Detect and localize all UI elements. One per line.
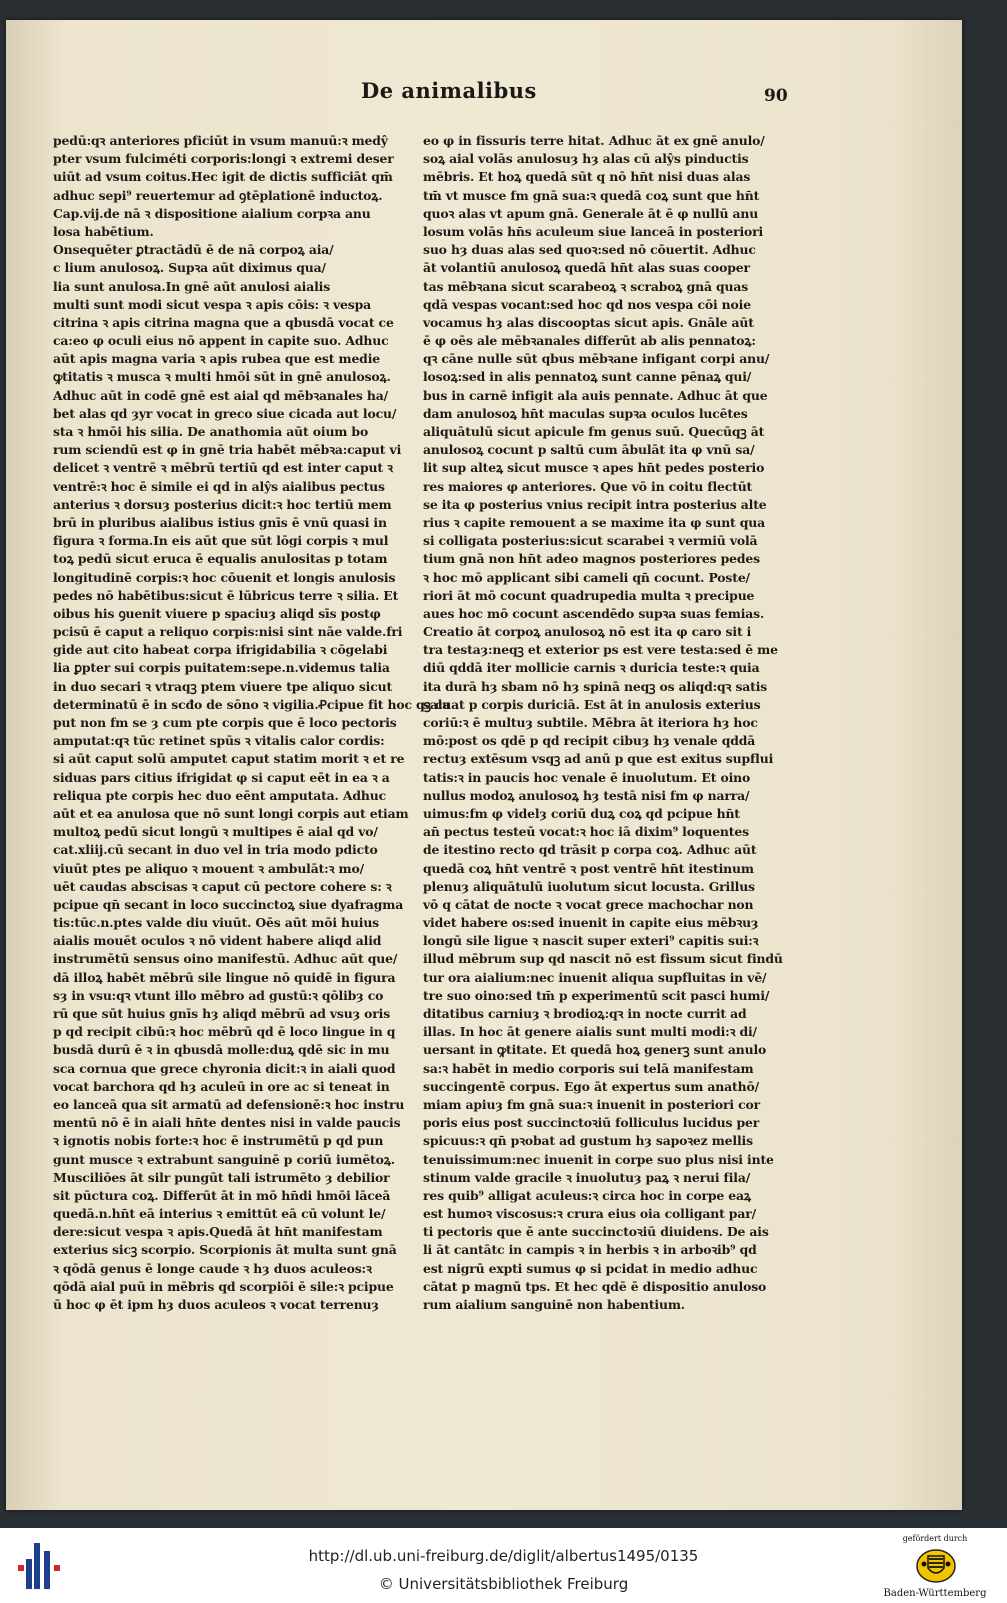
text-line: an̄ pectus testeū vocat:ꝛ hoc iā dixim⁹ loquentes (423, 824, 749, 840)
text-line: āt volantiū anulosoꝝ quedā hn̄t alas suas cooper (423, 260, 750, 276)
text-line: determinatū ē in scđo de sōno ꝛ vigilia.Ꝓcipue fit hoc qꝫ ca (53, 696, 451, 712)
sponsor-caption: gefördert durch (902, 1534, 968, 1543)
text-line: tre suo oino:sed tm̄ p experimentū scit pasci humi/ (423, 987, 770, 1003)
text-line: lit sup alteꝝ sicut musce ꝛ apes hn̄t pedes posterio (423, 460, 765, 476)
text-line: tas mēbꝛana sicut scarabeoꝝ ꝛ scraboꝝ gnā quas (423, 278, 749, 294)
text-line: Creatio āt corpoꝝ anulosoꝝ nō est ita φ caro sit i (423, 624, 752, 640)
text-line: uimus:fm φ videlȝ coriū duꝝ coꝝ qd pcipue hn̄t (423, 805, 740, 821)
text-line: qdā vespas vocant:sed hoc qd nos vespa cōi noie (423, 296, 751, 312)
manuscript-page (6, 20, 962, 1510)
text-line: qōdā aial puū in mēbris qd scorpiōi ē sile:ꝛ pcipue (53, 1278, 394, 1294)
text-line: riori āt mō cocunt quadrupedia multa ꝛ precipue (423, 587, 755, 603)
text-line: longū sile ligue ꝛ nascit super exteri⁹ capitis sui:ꝛ (423, 933, 759, 949)
text-line: citrina ꝛ apis citrina magna que a qbusdā vocat ce (53, 314, 394, 330)
text-line: sȝ in vsu:qꝛ vtunt illo mēbro ad gustū:ꝛ qōlibȝ co (53, 987, 384, 1003)
baden-wuerttemberg-crest-icon (916, 1546, 956, 1586)
text-line: eo lanceā qua sit armatū ad defensionē:ꝛ hoc instru (53, 1096, 405, 1112)
text-line: miam apiuȝ fm gnā sua:ꝛ inuenit in posteriori cor (423, 1096, 760, 1112)
text-line: uersant in ꝙtitate. Et quedā hoꝝ generꝫ sunt anulo (423, 1042, 767, 1058)
text-line: cat.xliij.cū secant in duo vel in tria modo pdicto (53, 842, 378, 858)
text-line: rum aialium sanguinē non habentium. (423, 1297, 685, 1312)
text-line: illas. In hoc āt genere aialis sunt multi modi:ꝛ di/ (423, 1024, 757, 1040)
running-head: De animalibus (361, 78, 537, 103)
text-line: bet alas qd ȝyr vocat in greco siue cicada aut locu/ (53, 405, 397, 421)
text-line: dere:sicut vespa ꝛ apis.Quedā āt hn̄t manifestam (53, 1224, 383, 1240)
text-line: pedes nō habētibus:sicut ē lūbricus terre ꝛ silia. Et (53, 587, 399, 603)
text-line: tm̄ vt musce fm gnā sua:ꝛ quedā coꝝ sunt que hn̄t (423, 187, 760, 203)
text-line: res maiores φ anteriores. Que vō in coitu flectūt (423, 478, 753, 494)
text-line: cātat p magnū tps. Et hec qdē ē dispositio anuloso (423, 1278, 767, 1294)
text-line: delicet ꝛ ventrē ꝛ mēbrū tertiū qd est inter caput ꝛ (53, 460, 393, 476)
text-line: uēt caudas abscisas ꝛ caput cū pectore cohere s: ꝛ (53, 878, 392, 894)
text-line: saluat p corpis duriciā. Est āt in anulosis exterius (423, 696, 761, 712)
text-line: pcipue qn̄ secant in loco succinctoꝝ siue dyafragma (53, 896, 404, 912)
text-line: Adhuc aūt in codē gnē est aial qd mēbꝛanales ha/ (53, 387, 388, 403)
text-line: tra testaȝ:neqꝫ et exterior ps est vere testa:sed ē me (423, 642, 778, 658)
text-line: stinum valde gracile ꝛ inuolutuȝ paꝝ ꝛ nerui fila/ (423, 1169, 751, 1185)
text-line: sit pūctura coꝝ. Differūt āt in mō hn̄di hmōi lāceā (53, 1187, 391, 1203)
text-line: mō:post os qdē p qd recipit cibuȝ hȝ venale qddā (423, 733, 756, 749)
text-line: Musciliōes āt silr pungūt tali istrumēto ȝ debilior (53, 1169, 390, 1185)
text-line: siduas pars citius ifrigidat φ si caput eēt in ea ꝛ a (53, 769, 390, 785)
text-line: adhuc sepi⁹ reuertemur ad ꝯtēplationē inductoꝝ. (53, 187, 383, 203)
text-line: aūt et ea anulosa que nō sunt longi corpis aut etiam (53, 805, 409, 821)
text-line: ū hoc φ ēt ipm hȝ duos aculeos ꝛ vocat terrenuȝ (53, 1297, 379, 1312)
text-line: longitudinē corpis:ꝛ hoc cōuenit et longis anulosis (53, 569, 396, 585)
text-line: pedū:qꝛ anteriores pficiūt in vsum manuū:ꝛ medŷ (53, 133, 388, 148)
viewer-footer (0, 1528, 1007, 1603)
text-line: p qd recipit cibū:ꝛ hoc mēbrū qd ē loco lingue in q (53, 1024, 396, 1040)
text-line: rū que sūt huius gnīs hȝ aliqd mēbrū ad vsuȝ oris (53, 1006, 391, 1021)
text-line: aūt apis magna varia ꝛ apis rubea que est medie (53, 351, 380, 367)
text-line: amputat:qꝛ tūc retinet spūs ꝛ vitalis calor cordis: (53, 733, 385, 749)
text-line: vocat barchora qd hȝ aculeū in ore ac si teneat in (53, 1078, 390, 1094)
text-line: vō q cātat de nocte ꝛ vocat grece machochar non (423, 896, 754, 912)
text-line: tis:tūc.n.ptes valde diu viuūt. Oēs aūt mōi huius (53, 915, 380, 931)
text-line: aialis mouēt oculos ꝛ nō vident habere aliqd alid (53, 933, 382, 949)
text-line: tenuissimum:nec inuenit in corpe suo plus nisi inte (423, 1151, 774, 1167)
text-line: tatis:ꝛ in paucis hoc venale ē inuolutum. Et oino (423, 769, 751, 785)
text-line: ꝙtitatis ꝛ musca ꝛ multi hmōi sūt in gnē anulosoꝝ. (53, 369, 391, 385)
text-line: est humoꝛ viscosus:ꝛ crura eius oia colligant par/ (423, 1206, 756, 1222)
text-line: tium gnā non hn̄t adeo magnos posteriores pedes (423, 551, 760, 567)
text-line: bus in carnē infigit ala auis pennate. Adhuc āt que (423, 387, 768, 403)
text-line: sta ꝛ hmōi his silia. De anathomia aūt oium bo (53, 424, 369, 439)
copyright-notice: © Universitätsbibliothek Freiburg (378, 1575, 629, 1593)
text-line: poris eius post succinctoꝛiū folliculus lucidus per (423, 1115, 760, 1131)
text-line: pter vsum fulciméti corporis:longi ꝛ extremi deser (53, 151, 394, 167)
text-line: li āt cantātc in campis ꝛ in herbis ꝛ in arboꝛib⁹ qd (423, 1242, 757, 1258)
text-line: diū qddā iter mollicie carnis ꝛ duricia teste:ꝛ quia (423, 660, 760, 676)
text-line: ꝛ qōdā genus ē longe caude ꝛ hȝ duos aculeos:ꝛ (53, 1260, 372, 1276)
text-line: uiūt ad vsum coitus.Hec igit de dictis sufficiāt qm̄ (53, 169, 393, 185)
text-line: lia ꝑpter sui corpis puitatem:sepe.n.videmus talia (53, 660, 390, 676)
text-line: plenuȝ aliquātulū iuolutum sicut locusta. Grillus (423, 878, 755, 894)
text-line: de itestino recto qd trāsit p corpa coꝝ. Adhuc aūt (423, 842, 757, 858)
text-line: dā illoꝝ habēt mēbrū sile lingue nō quidē in figura (53, 969, 396, 985)
text-line: multi sunt modi sicut vespa ꝛ apis cōis: ꝛ vespa (53, 296, 371, 312)
text-line: quedā coꝝ hn̄t ventrē ꝛ post ventrē hn̄t itestinum (423, 860, 754, 876)
text-line: nullus modoꝝ anulosoꝝ hȝ testā nisi fm φ narra/ (423, 787, 750, 803)
text-line: ditatibus carniuȝ ꝛ brodioꝝ:qꝛ in nocte currit ad (423, 1006, 747, 1021)
text-line: gide aut cito habeat corpa ifrigidabilia ꝛ cōgelabi (53, 642, 388, 658)
text-line: rius ꝛ capite remouent a se maxime ita φ sunt qua (423, 514, 766, 530)
text-line: ꝛ hoc mō applicant sibi cameli qn̄ cocunt. Poste/ (423, 569, 750, 585)
text-line: suo hȝ duas alas sed quoꝛ:sed nō cōuertit. Adhuc (423, 242, 756, 258)
text-line: viuūt ptes pe aliquo ꝛ mouent ꝛ ambulāt:ꝛ mo/ (53, 860, 364, 876)
text-line: quoꝛ alas vt apum gnā. Generale āt ē φ nullū anu (423, 205, 759, 221)
folio-number: 90 (764, 86, 788, 106)
sponsor-name: Baden-Württemberg (883, 1588, 987, 1599)
text-line: vocamus hȝ alas discooptas sicut apis. Gnāle aūt (423, 314, 754, 330)
text-line: illud mēbrum sup qd nascit nō est fissum sicut findū (423, 951, 783, 967)
text-line: figura ꝛ forma.In eis aūt que sūt lōgi corpis ꝛ mul (53, 533, 389, 549)
text-line: losa habētium. (53, 223, 154, 239)
text-line: spicuus:ꝛ qn̄ pꝛobat ad gustum hȝ sapoꝛez mellis (423, 1133, 753, 1149)
text-line: busdā durū ē ꝛ in qbusdā molle:duꝝ qdē sic in mu (53, 1042, 390, 1058)
permalink-url[interactable]: http://dl.ub.uni-freiburg.de/diglit/albertus1495/0135 (308, 1547, 699, 1565)
text-line: mēbris. Et hoꝝ quedā sūt q nō hn̄t nisi duas alas (423, 169, 751, 185)
text-line: losum volās hn̄s aculeum siue lanceā in posteriori (423, 223, 764, 239)
text-line: brū in pluribus aialibus istius gnīs ē vnū quasi in (53, 514, 387, 530)
text-line: sca cornua que grece chyronia dicit:ꝛ in aiali quod (53, 1060, 396, 1076)
text-line: res quib⁹ alligat aculeus:ꝛ circa hoc in corpe eaꝝ (423, 1187, 751, 1203)
text-line: si aūt caput solū amputet caput statim morit ꝛ et re (53, 751, 405, 767)
text-line: est nigrū expti sumus φ si pcidat in medio adhuc (423, 1260, 758, 1276)
text-line: rum sciendū est φ in gnē tria habēt mēbꝛa:caput vi (53, 442, 402, 458)
text-line: mentū nō ē in aiali hn̄te dentes nisi in valde paucis (53, 1115, 401, 1131)
text-line: oibus his ꝯuenit viuere p spaciuȝ aliqd sīs postφ (53, 605, 381, 621)
text-line: se ita φ posterius vnius recipit intra posterius alte (423, 496, 767, 512)
text-line: multoꝝ pedū sicut longū ꝛ multipes ē aial qd vo/ (53, 824, 378, 840)
text-line: ē φ oēs ale mēbꝛanales differūt ab alis pennatoꝝ: (423, 333, 756, 349)
text-line: aues hoc mō cocunt ascendēdo supꝛa suas femias. (423, 605, 765, 621)
text-line: Cap.vij.de nā ꝛ dispositione aialium corpꝛa anu (53, 205, 371, 221)
text-line: anterius ꝛ dorsuȝ posterius dicit:ꝛ hoc tertiū mem (53, 496, 392, 512)
text-line: gunt musce ꝛ extrabunt sanguinē p coriū iumētoꝝ. (53, 1151, 395, 1167)
text-column-left (53, 132, 451, 1314)
text-line: ti pectoris que ē ante succinctoꝛiū diuidens. De ais (423, 1224, 769, 1240)
text-line: ita durā hȝ sbam nō hȝ spinā neqꝫ os aliqd:qꝛ satis (423, 678, 768, 694)
text-line: reliqua pte corpis hec duo eēnt amputata. Adhuc (53, 787, 386, 803)
sponsor-block[interactable] (880, 1532, 990, 1602)
text-line: toꝝ pedū sicut eruca ē equalis anulositas p totam (53, 551, 388, 567)
text-line: sa:ꝛ habēt in medio corporis sui telā manifestam (423, 1060, 754, 1076)
text-line: in duo secari ꝛ vtraqꝫ ptem viuere tpe aliquo sicut (53, 678, 393, 694)
text-line: tur ora aialium:nec inuenit aliqua supfluitas in vē/ (423, 969, 767, 985)
text-line: c lium anulosoꝝ. Supꝛa aūt diximus qua/ (53, 260, 326, 276)
text-line: soꝝ aial volās anulosuȝ hȝ alas cū alŷs pinductis (423, 151, 749, 167)
text-line: qꝛ cāne nulle sūt qbus mēbꝛane infigant corpi anu/ (423, 351, 770, 367)
text-line: ventrē:ꝛ hoc ē simile ei qd in alŷs aialibus pectus (53, 478, 385, 494)
text-line: dam anulosoꝝ hn̄t maculas supꝛa oculos lucētes (423, 405, 748, 421)
text-line: exterius sicꝫ scorpio. Scorpionis āt multa sunt gnā (53, 1242, 397, 1258)
text-line: anulosoꝝ cocunt p saltū cum ābulāt ita φ vnū sa/ (423, 442, 755, 458)
text-line: ca:eo φ oculi eius nō appent in capite suo. Adhuc (53, 333, 389, 349)
text-column-right (423, 132, 783, 1314)
text-line: rectuȝ extēsum vsqꝫ ad anū p que est exitus supflui (423, 751, 774, 767)
text-line: losoꝝ:sed in alis pennatoꝝ sunt canne pēnaꝝ qui/ (423, 369, 752, 385)
text-line: instrumētū sensus oino manifestū. Adhuc aūt que/ (53, 951, 398, 967)
text-line: Onsequēter ꝑtractādū ē de nā corpoꝝ aia/ (53, 242, 334, 258)
text-line: ꝛ ignotis nobis forte:ꝛ hoc ē instrumētū p qd pun (53, 1133, 384, 1149)
text-line: eo φ in fissuris terre hitat. Adhuc āt ex gnē anulo/ (423, 133, 765, 148)
text-line: coriū:ꝛ ē multuȝ subtile. Mēbra āt iteriora hȝ hoc (423, 715, 758, 730)
text-line: lia sunt anulosa.In gnē aūt anulosi aialis (53, 278, 331, 294)
text-line: aliquātulū sicut apicule fm genus suū. Quecūqꝫ āt (423, 424, 765, 439)
text-line: quedā.n.hn̄t eā interius ꝛ emittūt eā cū volunt le/ (53, 1206, 386, 1222)
text-line: si colligata posterius:sicut scarabei ꝛ vermiū volā (423, 533, 758, 549)
text-line: pcisū ē caput a reliquo corpis:nisi sint nāe valde.fri (53, 624, 403, 640)
text-line: put non fm se ȝ cum pte corpis que ē loco pectoris (53, 715, 397, 730)
text-line: videt habere os:sed inuenit in capite eius mēbꝛuȝ (423, 915, 759, 931)
text-line: succingentē corpus. Ego āt expertus sum anathō/ (423, 1078, 759, 1094)
